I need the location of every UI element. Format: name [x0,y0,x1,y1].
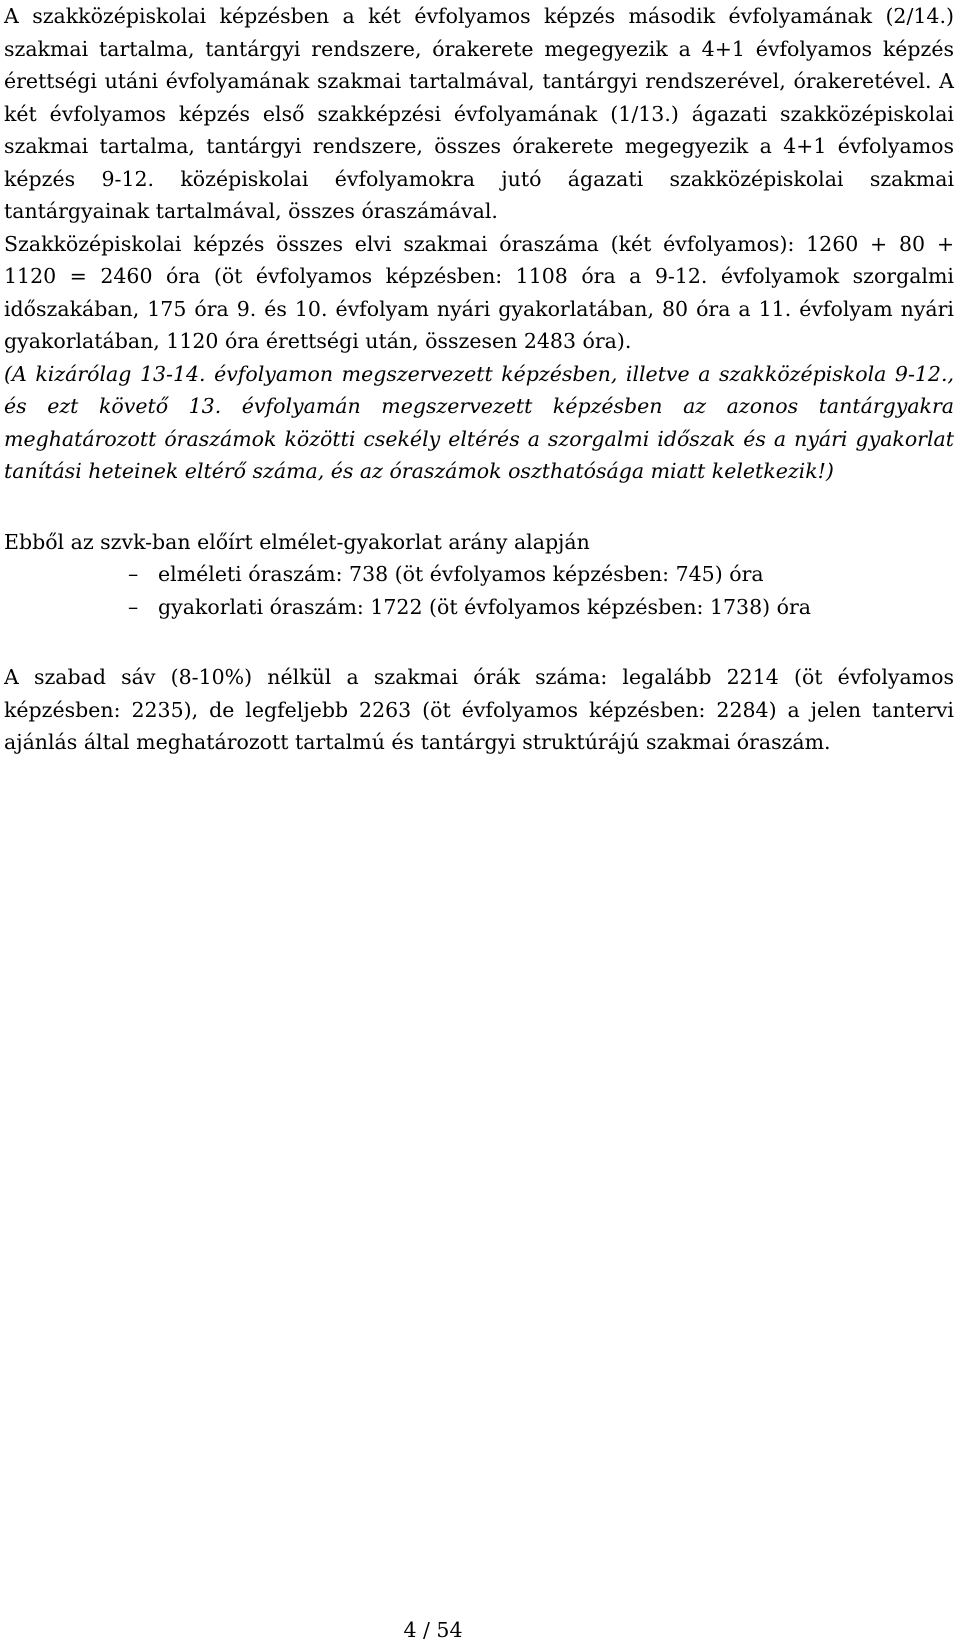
list-dash: – [128,594,139,619]
paragraph-ratio-lead: Ebből az szvk-ban előírt elmélet-gyakorlat arány alapján [4,529,590,554]
list-dash: – [128,562,139,586]
paragraph-free-band: A szabad sáv (8-10%) nélkül a szakmai órák száma: legalább 2214 (öt évfolyamos képzésben: 2235), de legfeljebb 2263 (öt évfolyamos képzésben: 2284) a jelen tantervi ajánlás által meghatározott tartalmú és tantárgyi struktúrájú szakmai óraszám. [4,665,954,754]
list-item-text: elméleti óraszám: 738 (öt évfolyamos képzésben: 745) óra [158,562,764,586]
document-page [4,0,954,759]
list-item-text: gyakorlati óraszám: 1722 (öt évfolyamos képzésben: 1738) óra [158,594,812,619]
hours-list [4,558,954,623]
paragraph-hours-total: Szakközépiskolai képzés összes elvi szakmai óraszáma (két évfolyamos): 1260 + 80 + 1120 = 2460 óra (öt évfolyamos képzésben: 1108 óra a 9-12. évfolyamok szorgalmi időszakában, 175 óra 9. és 10. évfolyam nyári gyakorlatában, 80 óra a 11. évfolyam nyári gyakorlatában, 1120 óra érettségi után, összesen 2483 óra). [4,231,954,353]
paragraph-intro: A szakközépiskolai képzésben a két évfolyamos képzés második évfolyamának (2/14.) szakmai tartalma, tantárgyi rendszere, órakerete megegyezik a 4+1 évfolyamos képzés érettségi utáni évfolyamának szakmai tartalmával, tantárgyi rendszerével, órakeretével. A két évfolyamos képzés első szakképzési évfolyamának (1/13.) ágazati szakközépiskolai szakmai tartalma, tantárgyi rendszere, összes órakerete megegyezik a 4+1 évfolyamos képzés 9-12. középiskolai évfolyamokra jutó ágazati szakközépiskolai szakmai tantárgyainak tartalmával, összes óraszámával. [4,4,954,223]
list-item [4,591,954,624]
list-item [4,558,954,591]
paragraph-note: (A kizárólag 13-14. évfolyamon megszervezett képzésben, illetve a szakközépiskola 9-12., és ezt követő 13. évfolyamán megszervezett képzésben az azonos tantárgyakra meghatározott óraszámok közötti csekély eltérés a szorgalmi időszak és a nyári gyakorlat tanítási heteinek eltérő száma, és az óraszámok oszthatósága miatt keletkezik!) [4,361,954,483]
page-number: 4 / 54 [403,1618,463,1642]
